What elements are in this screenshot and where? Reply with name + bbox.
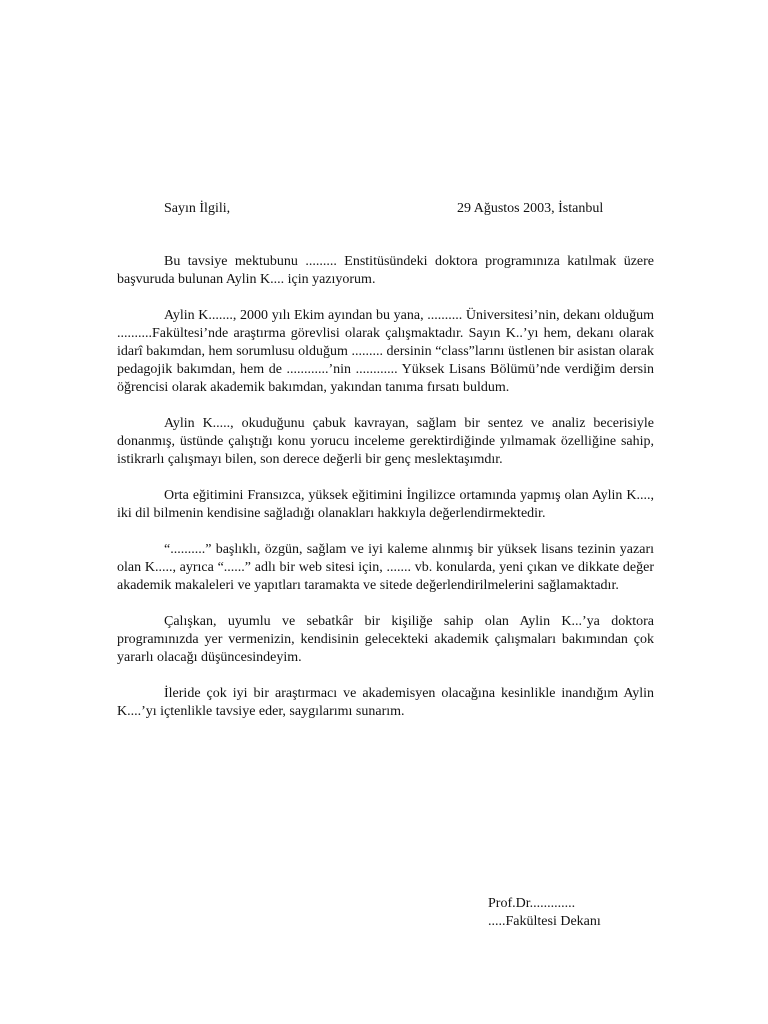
date-place: 29 Ağustos 2003, İstanbul bbox=[457, 201, 604, 216]
paragraph: Bu tavsiye mektubunu ......... Enstitüsündeki doktora programınıza katılmak üzere başvuruda bulunan Aylin K.... için yazıyorum. bbox=[117, 254, 654, 287]
paragraph: Aylin K....., okuduğunu çabuk kavrayan, sağlam bir sentez ve analiz becerisiyle donanmış, üstünde çalıştığı konu yorucu inceleme gerektirdiğinde yılmamak özelliğine sahip, istikrarlı çalışmayı bilen, son derece değerli bir genç meslektaşımdır. bbox=[117, 416, 654, 467]
salutation: Sayın İlgili, bbox=[164, 201, 231, 216]
paragraph: İleride çok iyi bir araştırmacı ve akademisyen olacağına kesinlikle inandığım Aylin K....’yı içtenlikle tavsiye eder, saygılarımı sunarım. bbox=[117, 686, 654, 719]
signatory-name: Prof.Dr............. bbox=[488, 896, 576, 911]
paragraph: Orta eğitimini Fransızca, yüksek eğitimini İngilizce ortamında yapmış olan Aylin K...., iki dil bilmenin kendisine sağladığı olanakları hakkıyla değerlendirmektedir. bbox=[117, 488, 654, 521]
paragraph: “..........” başlıklı, özgün, sağlam ve iyi kaleme alınmış bir yüksek lisans tezinin yazarı olan K....., ayrıca “......” adlı bir web sitesi için, ....... vb. konularda, yeni çıkan ve dikkate değer akademik makaleleri ve yapıtları taramakta ve sitede değerlendirilmelerini sağlamaktadır. bbox=[117, 542, 654, 593]
signatory-title: .....Fakültesi Dekanı bbox=[488, 914, 601, 929]
paragraph: Aylin K......., 2000 yılı Ekim ayından bu yana, .......... Üniversitesi’nin, dekanı olduğum ..........Fakültesi’nde araştırma görevlisi olarak çalışmaktadır. Sayın K..’yı hem, dekanı olarak idarî bakımdan, hem sorumlusu olduğum ......... dersinin “class”larını üstlenen bir asistan olarak pedagojik bakımdan, hem de ............’nin ............ Yüksek Lisans Bölümü’nde verdiğim dersin öğrencisi olarak akademik bakımdan, yakından tanıma fırsatı buldum. bbox=[117, 308, 654, 395]
letter-body bbox=[117, 253, 654, 739]
paragraph: Çalışkan, uyumlu ve sebatkâr bir kişiliğe sahip olan Aylin K...’ya doktora programınızda yer vermenizin, kendisinin gelecekteki akademik çalışmaları bakımından çok yararlı olacağı düşüncesindeyim. bbox=[117, 614, 654, 665]
signature-block bbox=[488, 895, 601, 931]
